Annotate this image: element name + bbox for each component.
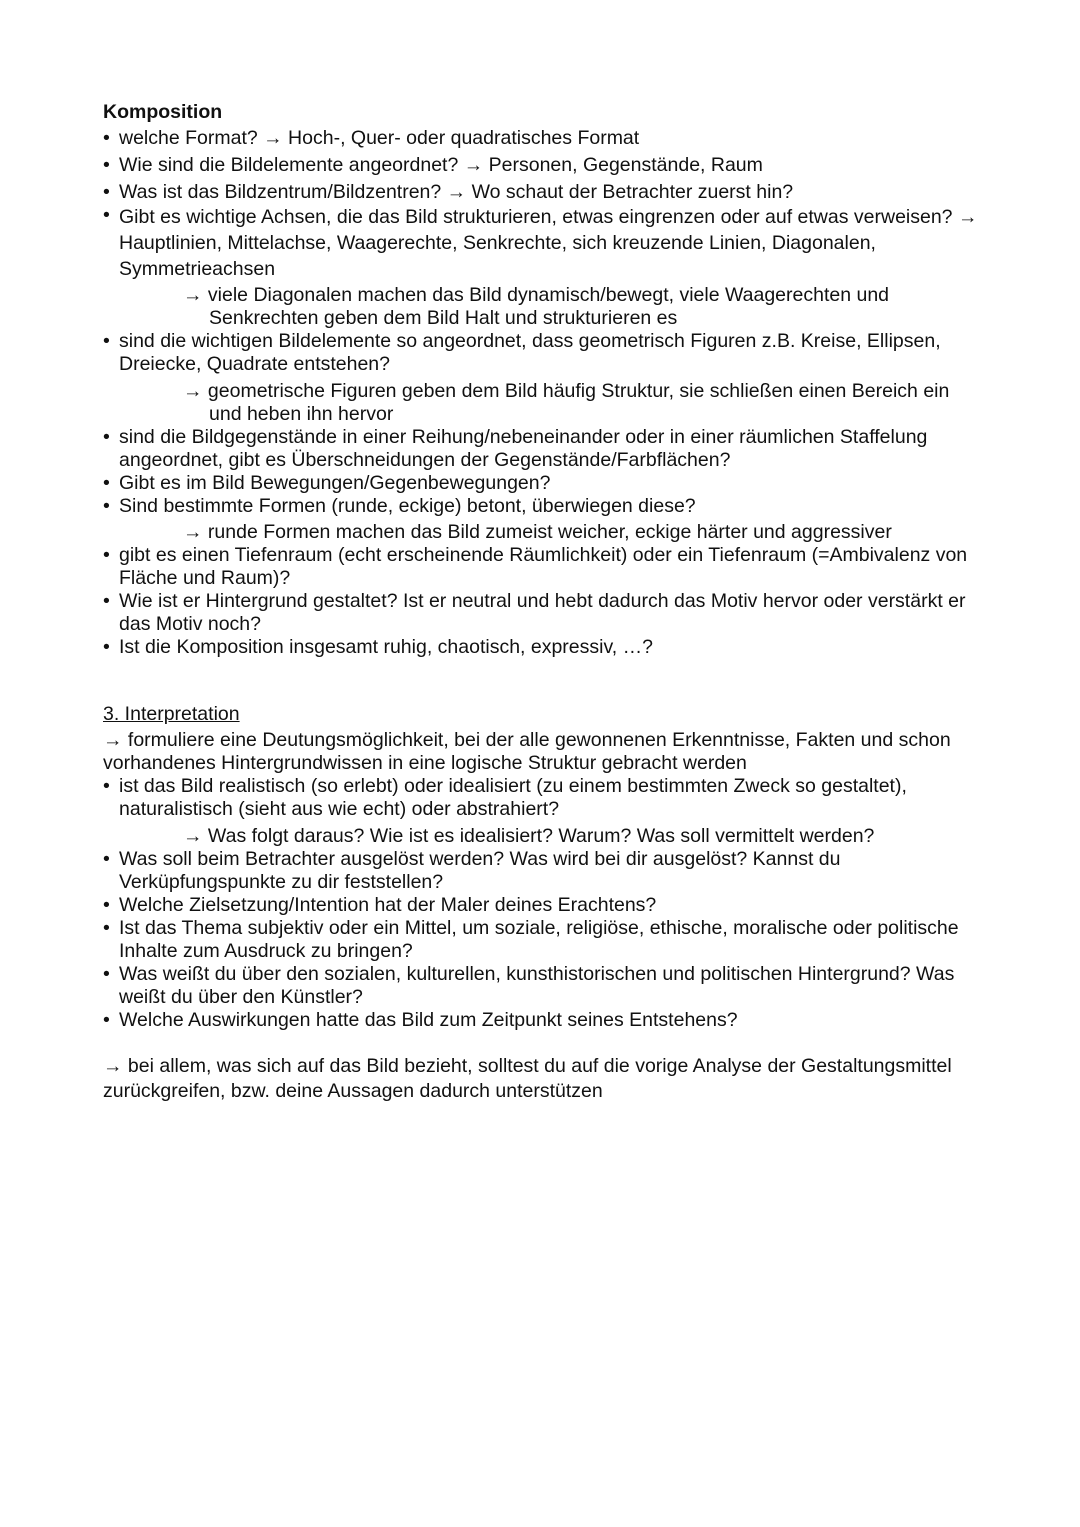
list-item: • Was weißt du über den sozialen, kulturellen, kunsthistorischen und politischen Hintergrund? Was weißt du über den Künstler? [103,963,983,1009]
list-subnote: → runde Formen machen das Bild zumeist weicher, eckige härter und aggressiver [183,521,892,543]
list-item: • Sind bestimmte Formen (runde, eckige) betont, überwiegen diese? → runde Formen machen das Bild zumeist weicher, eckige härter und aggressiver [103,495,983,544]
komposition-list [103,127,983,659]
section-heading-interpretation: 3. Interpretation [103,703,240,725]
interpretation-closing: → bei allem, was sich auf das Bild bezieht, solltest du auf die vorige Analyse der Gestaltungsmittel zurückgreifen, bzw. deine Aussagen dadurch unterstützen [103,1055,952,1102]
section-heading-komposition: Komposition [103,101,223,123]
list-item: • Was soll beim Betrachter ausgelöst werden? Was wird bei dir ausgelöst? Kannst du Verküpfungspunkte zu dir feststellen? [103,848,983,894]
list-item: • Was ist das Bildzentrum/Bildzentren? → Wo schaut der Betrachter zuerst hin? [103,181,983,204]
list-item: • Gibt es im Bild Bewegungen/Gegenbewegungen? [103,472,983,495]
list-item: • sind die Bildgegenstände in einer Reihung/nebeneinander oder in einer räumlichen Staffelung angeordnet, gibt es Überschneidungen der Gegenstände/Farbflächen? [103,426,983,472]
list-item: • Wie sind die Bildelemente angeordnet? → Personen, Gegenstände, Raum [103,154,983,177]
list-subnote: → Was folgt daraus? Wie ist es idealisiert? Warum? Was soll vermittelt werden? [183,825,875,847]
list-item: • ist das Bild realistisch (so erlebt) oder idealisiert (zu einem bestimmten Zweck so gestaltet), naturalistisch (sieht aus wie echt) oder abstrahiert? → Was folgt daraus? Wie ist es idealisiert? Warum? Was soll vermittelt werden? [103,775,983,848]
interpretation-intro: → formuliere eine Deutungsmöglichkeit, bei der alle gewonnenen Erkenntnisse, Fakten und schon vorhandenes Hintergrundwissen in eine logische Struktur gebracht werden [103,729,951,774]
list-item: • gibt es einen Tiefenraum (echt erscheinende Räumlichkeit) oder ein Tiefenraum (=Ambivalenz von Fläche und Raum)? [103,544,983,590]
list-subnote: → viele Diagonalen machen das Bild dynamisch/bewegt, viele Waagerechten und Senkrechten geben dem Bild Halt und strukturieren es [183,284,890,329]
document-page [103,101,983,1104]
list-item: • Wie ist er Hintergrund gestaltet? Ist er neutral und hebt dadurch das Motiv hervor oder verstärkt er das Motiv noch? [103,590,983,636]
interpretation-list [103,775,983,1032]
list-item: • Ist das Thema subjektiv oder ein Mittel, um soziale, religiöse, ethische, moralische oder politische Inhalte zum Ausdruck zu bringen? [103,917,983,963]
list-item: • Welche Auswirkungen hatte das Bild zum Zeitpunkt seines Entstehens? [103,1009,983,1032]
list-item: • sind die wichtigen Bildelemente so angeordnet, dass geometrisch Figuren z.B. Kreise, Ellipsen, Dreiecke, Quadrate entstehen? → geometrische Figuren geben dem Bild häufig Struktur, sie schließen einen Bereich ein und heben ihn hervor [103,330,983,426]
list-subnote: → geometrische Figuren geben dem Bild häufig Struktur, sie schließen einen Bereich ein und heben ihn hervor [183,380,950,425]
list-item: • Welche Zielsetzung/Intention hat der Maler deines Erachtens? [103,894,983,917]
list-item: • Ist die Komposition insgesamt ruhig, chaotisch, expressiv, …? [103,636,983,659]
list-item: • Gibt es wichtige Achsen, die das Bild strukturieren, etwas eingrenzen oder auf etwas verweisen? → Hauptlinien, Mittelachse, Waagerechte, Senkrechte, sich kreuzende Linien, Diagonalen, Symmetrieachsen → viele Diagonalen machen das Bild dynamisch/bewegt, viele Waagerechten und Senkrechten geben dem Bild Halt und strukturieren es [103,204,983,330]
list-item: • welche Format? → Hoch-, Quer- oder quadratisches Format [103,127,983,150]
